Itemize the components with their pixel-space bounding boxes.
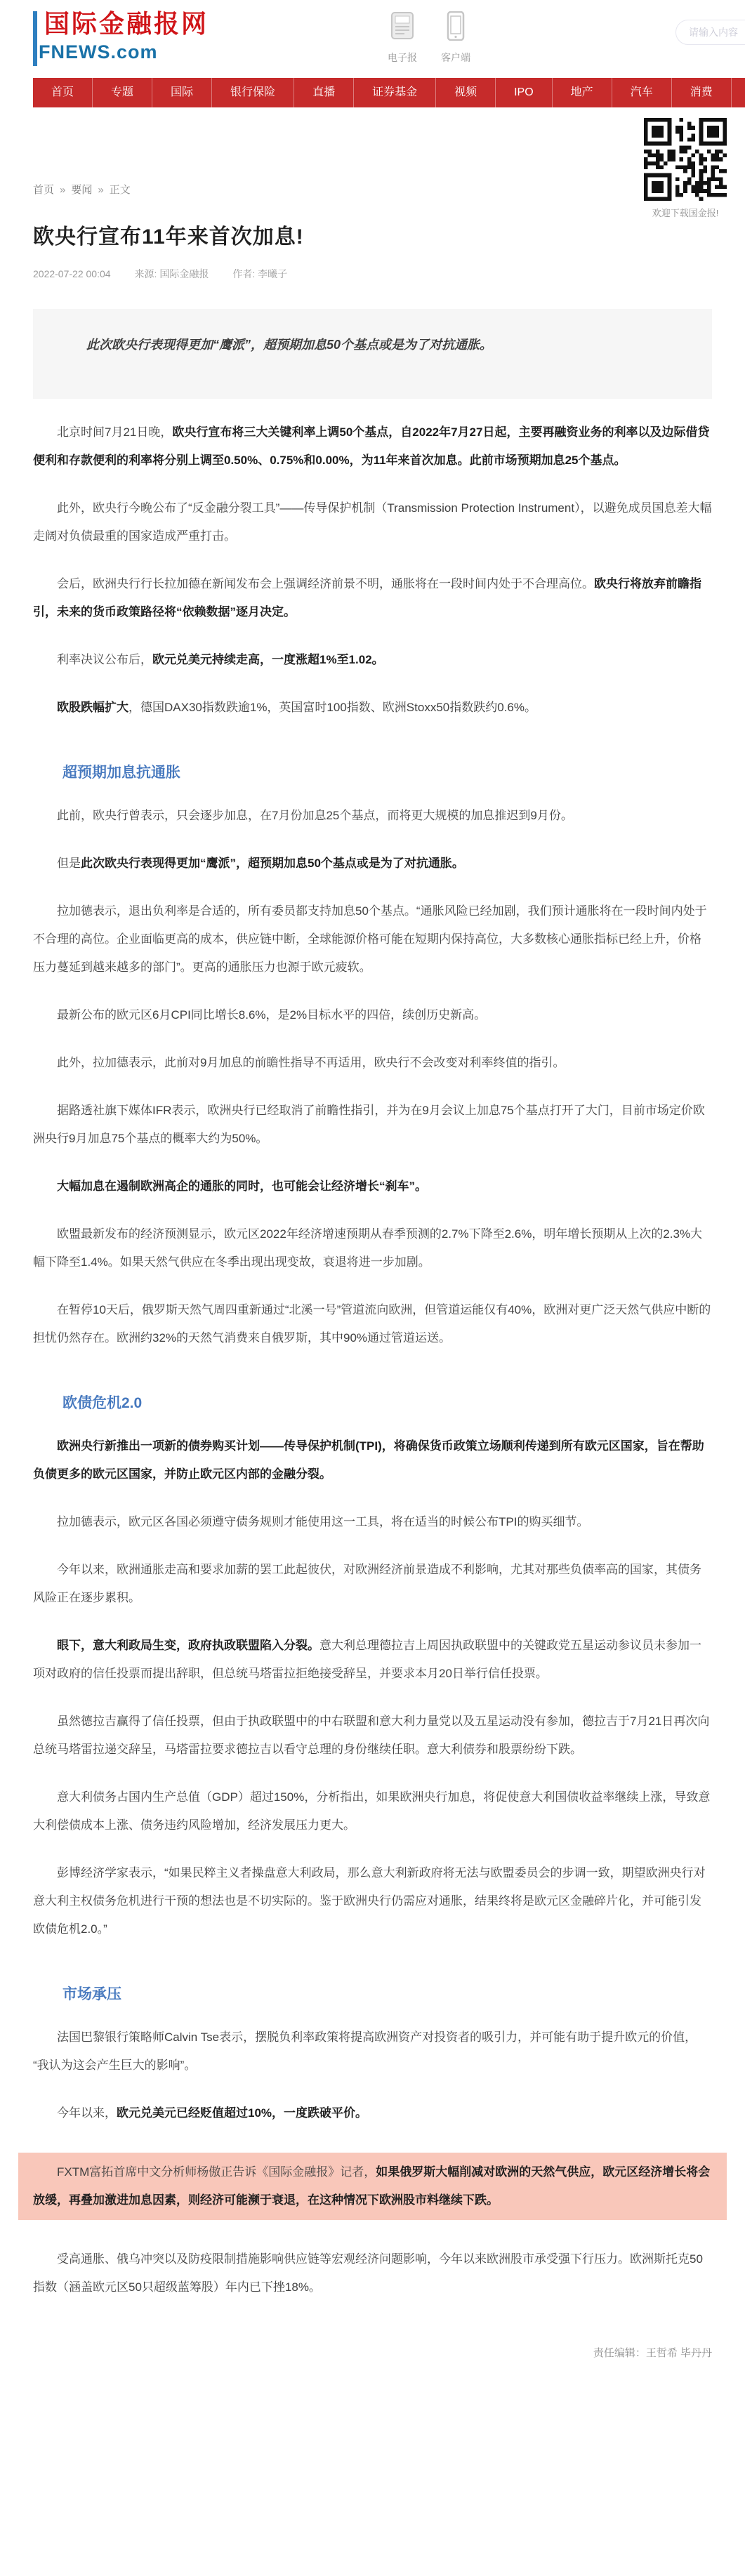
section-heading: 欧债危机2.0 bbox=[62, 1395, 143, 1411]
nav-item-专题[interactable]: 专题 bbox=[93, 78, 152, 107]
content-area bbox=[0, 107, 745, 2360]
article-paragraph: 欧股跌幅扩大，德国DAX30指数跌逾1%，英国富时100指数、欧洲Stoxx50指数跌约0.6%。 bbox=[57, 701, 536, 714]
article-paragraph: 彭博经济学家表示，“如果民粹主义者操盘意大利政局，那么意大利新政府将无法与欧盟委员会的步调一致，期望欧洲央行对意大利主权债务危机进行干预的想法也是不切实际的。鉴于欧洲央行仍需应对通胀，结果终将是欧元区金融碎片化，并可能引发欧债危机2.0。” bbox=[33, 1866, 706, 1936]
breadcrumb-separator: » bbox=[98, 184, 104, 196]
nav-item-地产[interactable]: 地产 bbox=[553, 78, 612, 107]
article-paragraph: 利率决议公布后，欧元兑美元持续走高，一度涨超1%至1.02。 bbox=[57, 653, 384, 666]
main-nav bbox=[33, 78, 745, 107]
nav-item-银行保险[interactable]: 银行保险 bbox=[212, 78, 294, 107]
site-title-cn: 国际金融报网 bbox=[44, 10, 209, 38]
nav-item-视频[interactable]: 视频 bbox=[436, 78, 496, 107]
article-paragraph: 虽然德拉吉赢得了信任投票，但由于执政联盟中的中右联盟和意大利力量党以及五星运动没有参加，德拉吉于7月21日再次向总统马塔雷拉递交辞呈，马塔雷拉要求德拉吉以看守总理的身份继续任职。意大利债券和股票纷纷下跌。 bbox=[33, 1715, 710, 1756]
breadcrumb-item-正文: 正文 bbox=[109, 184, 131, 196]
article-paragraph: 此前，欧央行曾表示，只会逐步加息，在7月份加息25个基点，而将更大规模的加息推迟到9月份。 bbox=[57, 809, 573, 822]
article-paragraph: 今年以来，欧元兑美元已经贬值超过10%，一度跌破平价。 bbox=[57, 2106, 368, 2120]
article-paragraph: 但是此次欧央行表现得更加“鹰派”，超预期加息50个基点或是为了对抗通胀。 bbox=[57, 857, 464, 870]
qr-code bbox=[644, 118, 727, 201]
article-title: 欧央行宣布11年来首次加息! bbox=[33, 225, 304, 249]
breadcrumb-separator: » bbox=[60, 184, 66, 196]
article-paragraph: 今年以来，欧洲通胀走高和要求加薪的罢工此起彼伏，对欧洲经济前景造成不利影响，尤其对那些负债率高的国家，其债务风险正在逐步累积。 bbox=[33, 1563, 701, 1604]
epaper-link[interactable] bbox=[388, 11, 417, 65]
article-author: 作者: 李曦子 bbox=[232, 268, 288, 279]
mobile-app-icon bbox=[446, 11, 466, 44]
article-paragraph: 欧盟最新发布的经济预测显示，欧元区2022年经济增速预期从春季预测的2.7%下降至2.6%，明年增长预期从上次的2.3%大幅下降至1.4%。如果天然气供应在冬季出现出现变故，衰退将进一步加剧。 bbox=[33, 1227, 703, 1269]
article-paragraph: 北京时间7月21日晚，欧央行宣布将三大关键利率上调50个基点，自2022年7月27日起，主要再融资业务的利率以及边际借贷便利和存款便利的利率将分别上调至0.50%、0.75%和0.00%，为11年来首次加息。此前市场预期加息25个基点。 bbox=[33, 425, 710, 467]
article-source: 来源: 国际金融报 bbox=[134, 268, 209, 279]
article-paragraph: 会后，欧洲央行行长拉加德在新闻发布会上强调经济前景不明，通胀将在一段时间内处于不合理高位。欧央行将放弃前瞻指引，未来的货币政策路径将“依赖数据”逐月决定。 bbox=[33, 577, 701, 619]
nav-item-首页[interactable]: 首页 bbox=[33, 78, 93, 107]
site-title-en: FNEWS.com bbox=[39, 41, 158, 62]
mobile-app-link[interactable] bbox=[441, 11, 470, 65]
editor-note: 责任编辑：王哲希 毕丹丹 bbox=[593, 2347, 712, 2359]
breadcrumb bbox=[33, 107, 712, 197]
nav-item-国际[interactable]: 国际 bbox=[152, 78, 212, 107]
nav-item-直播[interactable]: 直播 bbox=[294, 78, 354, 107]
article-paragraph: 法国巴黎银行策略师Calvin Tse表示，摆脱负利率政策将提高欧洲资产对投资者的吸引力，并可能有助于提升欧元的价值，“我认为这会产生巨大的影响”。 bbox=[33, 2030, 697, 2072]
epaper-icon bbox=[389, 11, 416, 44]
site-logo[interactable] bbox=[33, 8, 209, 66]
article-paragraph: 拉加德表示，欧元区各国必须遵守债务规则才能使用这一工具，将在适当的时候公布TPI的购买细节。 bbox=[57, 1515, 589, 1528]
nav-item-证券基金[interactable]: 证券基金 bbox=[354, 78, 436, 107]
qr-block bbox=[644, 118, 727, 219]
article-paragraph: 最新公布的欧元区6月CPI同比增长8.6%，是2%目标水平的四倍，续创历史新高。 bbox=[57, 1008, 487, 1022]
article-paragraph: 此外，欧央行今晚公布了“反金融分裂工具”——传导保护机制（Transmission Protection Instrument），以避免成员国息差大幅走阔对负债最重的国家造成严重打击。 bbox=[33, 501, 712, 543]
article-paragraph: 在暂停10天后，俄罗斯天然气周四重新通过“北溪一号”管道流向欧洲，但管道运能仅有40%，欧洲对更广泛天然气供应中断的担忧仍然存在。欧洲约32%的天然气消费来自俄罗斯，其中90%通过管道运送。 bbox=[33, 1303, 711, 1345]
site-header bbox=[0, 0, 745, 78]
nav-item-IPO[interactable]: IPO bbox=[496, 78, 553, 107]
epaper-label: 电子报 bbox=[388, 52, 417, 63]
summary-text: 此次欧央行表现得更加“鹰派”，超预期加息50个基点或是为了对抗通胀。 bbox=[86, 338, 493, 352]
article-paragraph: 大幅加息在遏制欧洲高企的通胀的同时，也可能会让经济增长“刹车”。 bbox=[57, 1180, 427, 1193]
logo-accent-bar bbox=[33, 11, 37, 66]
article-paragraph: 眼下，意大利政局生变，政府执政联盟陷入分裂。意大利总理德拉吉上周因执政联盟中的关键政党五星运动参议员未参加一项对政府的信任投票而提出辞职，但总统马塔雷拉拒绝接受辞呈，并要求本月20日举行信任投票。 bbox=[33, 1639, 701, 1680]
summary-box bbox=[33, 309, 712, 399]
nav-item-汽车[interactable]: 汽车 bbox=[612, 78, 672, 107]
breadcrumb-item-首页[interactable]: 首页 bbox=[33, 184, 55, 196]
mobile-app-label: 客户端 bbox=[441, 52, 470, 63]
search-input[interactable] bbox=[675, 20, 745, 45]
section-heading: 超预期加息抗通胀 bbox=[62, 765, 180, 781]
qr-caption: 欢迎下载国金报! bbox=[652, 208, 719, 218]
header-quick-links bbox=[388, 11, 470, 65]
article-body bbox=[33, 418, 712, 2301]
article-paragraph: 意大利债务占国内生产总值（GDP）超过150%，分析指出，如果欧洲央行加息，将促使意大利国债收益率继续上涨，导致意大利偿债成本上涨、债务违约风险增加，经济发展压力更大。 bbox=[33, 1790, 711, 1832]
breadcrumb-item-要闻[interactable]: 要闻 bbox=[71, 184, 93, 196]
article-paragraph: 欧洲央行新推出一项新的债券购买计划——传导保护机制(TPI)，将确保货币政策立场顺利传递到所有欧元区国家，旨在帮助负债更多的欧元区国家，并防止欧元区内部的金融分裂。 bbox=[33, 1439, 704, 1481]
article-paragraph: 受高通胀、俄乌冲突以及防疫限制措施影响供应链等宏观经济问题影响，今年以来欧洲股市承受强下行压力。欧洲斯托克50指数（涵盖欧元区50只超级蓝筹股）年内已下挫18%。 bbox=[33, 2252, 703, 2294]
article-meta bbox=[33, 267, 712, 281]
nav-item-消费[interactable]: 消费 bbox=[672, 78, 732, 107]
section-heading: 市场承压 bbox=[62, 1986, 121, 2002]
article-paragraph: 据路透社旗下媒体IFR表示，欧洲央行已经取消了前瞻性指引，并为在9月会议上加息75个基点打开了大门，目前市场定价欧洲央行9月加息75个基点的概率大约为50%。 bbox=[33, 1104, 705, 1145]
highlighted-paragraph: FXTM富拓首席中文分析师杨傲正告诉《国际金融报》记者，如果俄罗斯大幅削减对欧洲的天然气供应，欧元区经济增长将会放缓，再叠加激进加息因素，则经济可能濒于衰退，在这种情况下欧洲股市料继续下跌。 bbox=[18, 2153, 727, 2220]
publish-time: 2022-07-22 00:04 bbox=[33, 268, 111, 279]
article-paragraph: 拉加德表示，退出负利率是合适的，所有委员都支持加息50个基点。“通胀风险已经加剧，我们预计通胀将在一段时间内处于不合理的高位。企业面临更高的成本，供应链中断，全球能源价格可能在短期内保持高位，大多数核心通胀指标已经上升，价格压力蔓延到越来越多的部门”。更高的通胀压力也源于欧元疲软。 bbox=[33, 904, 707, 974]
article-paragraph: 此外，拉加德表示，此前对9月加息的前瞻性指导不再适用，欧央行不会改变对利率终值的指引。 bbox=[57, 1056, 565, 1069]
